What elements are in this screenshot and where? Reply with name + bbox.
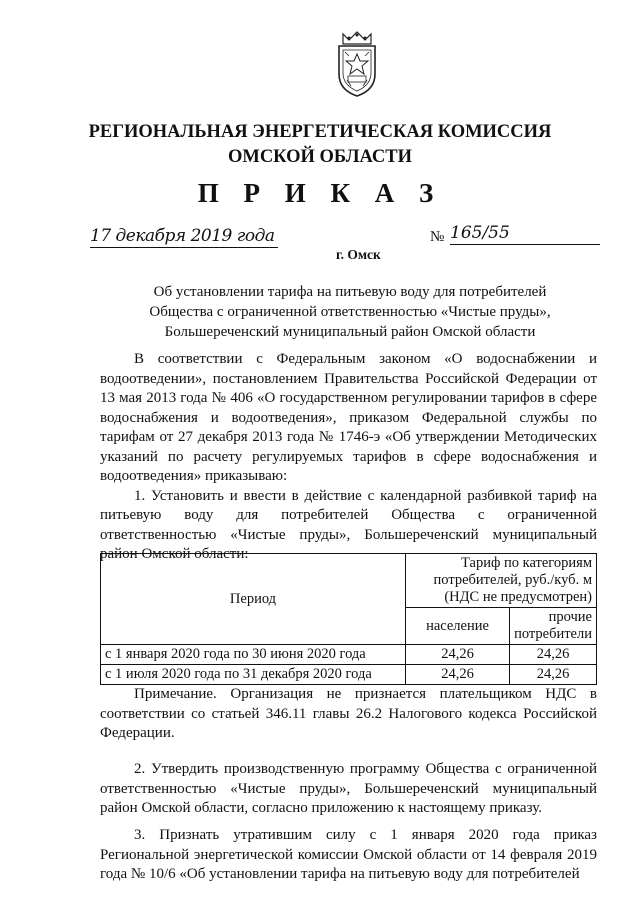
item-3-text: 3. Признать утратившим силу с 1 января 2020 года приказ Региональной энергетической комиссии Омской области от 14 февраля 2019 года № 10/6 «Об установлении тарифа на питьевую воду для потребителей (100, 827, 597, 882)
table-row (101, 665, 597, 685)
number-underline (450, 244, 600, 245)
order-subject (90, 282, 610, 342)
row-other-tariff: 24,26 (510, 665, 597, 685)
handwritten-number: 165/55 (450, 223, 510, 243)
item-3-paragraph (100, 826, 597, 885)
header-population: население (406, 608, 510, 645)
subject-line: Общества с ограниченной ответственностью «Чистые пруды», (149, 304, 551, 320)
row-population-tariff: 24,26 (406, 645, 510, 665)
organization-name-line1: РЕГИОНАЛЬНАЯ ЭНЕРГЕТИЧЕСКАЯ КОМИССИЯ (88, 122, 552, 142)
preamble-text: В соответствии с Федеральным законом «О водоснабжении и водоотведении», постановлением Правительства Российской Федерации от 13 мая 2013 года № 406 «О государственном регулировании тарифов в сфере водоснабжения и водоотведения», приказом Федеральной службы по тарифам от 27 декабря 2013 года № 1746-э «Об утверждении Методических указаний по расчету регулируемых тарифов в сфере водоснабжения и водоотведения» приказываю: (100, 351, 597, 484)
note-text: Примечание. Организация не признается плательщиком НДС в соответствии со статьей 346.11 главы 26.2 Налогового кодекса Российской Федерации. (100, 686, 597, 741)
handwritten-date: 17 декабря 2019 года (90, 226, 275, 246)
item-2-text: 2. Утвердить производственную программу Общества с ограниченной ответственностью «Чистые пруды», Большереченский муниципальный район Омской области, согласно приложению к настоящему приказу. (100, 761, 597, 816)
document-type-title: П Р И К А З (197, 178, 443, 208)
header-tariff: Тариф по категориям потребителей, руб./куб. м (НДС не предусмотрен) (406, 554, 597, 608)
number-sign: № (430, 229, 445, 245)
row-period: с 1 января 2020 года по 30 июня 2020 года (101, 645, 406, 665)
organization-name-line2: ОМСКОЙ ОБЛАСТИ (227, 147, 413, 167)
date-underline (90, 247, 278, 248)
city-label: г. Омск (336, 247, 381, 262)
item-1-text: 1. Установить и ввести в действие с календарной разбивкой тариф на питьевую воду для потребителей Общества с ограниченной ответственностью «Чистые пруды», Большереченский муниципальный район Омской области: (100, 487, 597, 562)
coat-of-arms-emblem (335, 30, 379, 98)
tariff-table (100, 553, 597, 685)
table-header-row (101, 554, 597, 608)
preamble-paragraph (100, 350, 597, 565)
row-population-tariff: 24,26 (406, 665, 510, 685)
item-2-paragraph (100, 760, 597, 819)
note-paragraph (100, 685, 597, 744)
header-other-consumers: прочие потребители (510, 608, 597, 645)
row-other-tariff: 24,26 (510, 645, 597, 665)
header-period: Период (101, 554, 406, 645)
subject-line: Большереченский муниципальный район Омской области (164, 324, 536, 340)
row-period: с 1 июля 2020 года по 31 декабря 2020 года (101, 665, 406, 685)
subject-line: Об установлении тарифа на питьевую воду для потребителей (153, 284, 547, 300)
table-row (101, 645, 597, 665)
